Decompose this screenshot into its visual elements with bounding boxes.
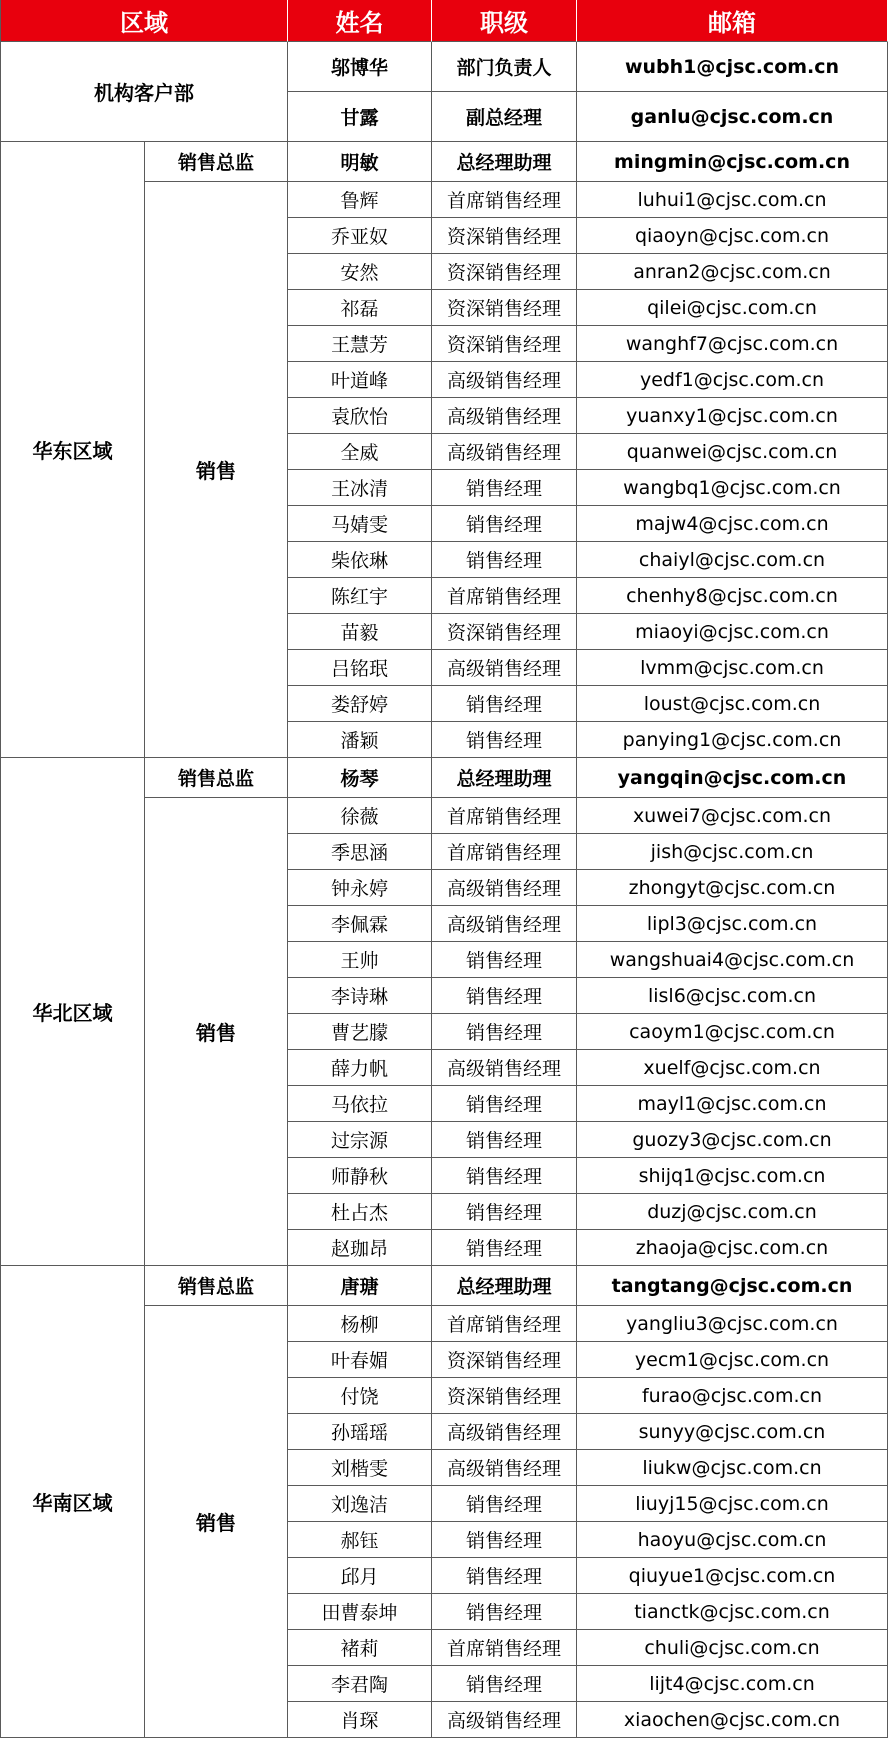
sales-name: 李佩霖 xyxy=(288,906,432,942)
sales-name: 师静秋 xyxy=(288,1158,432,1194)
sales-name: 过宗源 xyxy=(288,1122,432,1158)
sales-name: 刘逸洁 xyxy=(288,1486,432,1522)
sales-name: 孙瑶瑶 xyxy=(288,1414,432,1450)
sales-label: 销售 xyxy=(145,182,288,758)
sales-email[interactable]: shijq1@cjsc.com.cn xyxy=(577,1158,888,1194)
director-label: 销售总监 xyxy=(145,758,288,798)
sales-email[interactable]: tianctk@cjsc.com.cn xyxy=(577,1594,888,1630)
sales-email[interactable]: quanwei@cjsc.com.cn xyxy=(577,434,888,470)
sales-email[interactable]: lipl3@cjsc.com.cn xyxy=(577,906,888,942)
sales-name: 马依拉 xyxy=(288,1086,432,1122)
sales-email[interactable]: chenhy8@cjsc.com.cn xyxy=(577,578,888,614)
sales-name: 全威 xyxy=(288,434,432,470)
sales-title: 销售经理 xyxy=(432,942,577,978)
header-title: 职级 xyxy=(432,0,577,42)
sales-title: 销售经理 xyxy=(432,470,577,506)
sales-title: 销售经理 xyxy=(432,1122,577,1158)
sales-title: 高级销售经理 xyxy=(432,1450,577,1486)
sales-title: 首席销售经理 xyxy=(432,834,577,870)
sales-email[interactable]: qiaoyn@cjsc.com.cn xyxy=(577,218,888,254)
sales-email[interactable]: wanghf7@cjsc.com.cn xyxy=(577,326,888,362)
sales-title: 销售经理 xyxy=(432,1522,577,1558)
member-email[interactable]: ganlu@cjsc.com.cn xyxy=(577,92,888,142)
sales-name: 祁磊 xyxy=(288,290,432,326)
sales-name: 付饶 xyxy=(288,1378,432,1414)
sales-name: 王帅 xyxy=(288,942,432,978)
sales-title: 首席销售经理 xyxy=(432,1306,577,1342)
sales-title: 销售经理 xyxy=(432,1014,577,1050)
member-name: 甘露 xyxy=(288,92,432,142)
sales-title: 资深销售经理 xyxy=(432,614,577,650)
sales-name: 叶道峰 xyxy=(288,362,432,398)
sales-email[interactable]: xuwei7@cjsc.com.cn xyxy=(577,798,888,834)
sales-email[interactable]: haoyu@cjsc.com.cn xyxy=(577,1522,888,1558)
sales-name: 郝钰 xyxy=(288,1522,432,1558)
sales-title: 高级销售经理 xyxy=(432,1414,577,1450)
sales-name: 娄舒婷 xyxy=(288,686,432,722)
sales-email[interactable]: caoym1@cjsc.com.cn xyxy=(577,1014,888,1050)
region-name: 华东区域 xyxy=(0,142,145,758)
director-email[interactable]: mingmin@cjsc.com.cn xyxy=(577,142,888,182)
sales-email[interactable]: xiaochen@cjsc.com.cn xyxy=(577,1702,888,1738)
sales-title: 销售经理 xyxy=(432,1194,577,1230)
sales-email[interactable]: wangshuai4@cjsc.com.cn xyxy=(577,942,888,978)
sales-title: 首席销售经理 xyxy=(432,578,577,614)
sales-email[interactable]: duzj@cjsc.com.cn xyxy=(577,1194,888,1230)
sales-name: 曹艺朦 xyxy=(288,1014,432,1050)
sales-email[interactable]: yuanxy1@cjsc.com.cn xyxy=(577,398,888,434)
sales-title: 资深销售经理 xyxy=(432,1342,577,1378)
sales-title: 高级销售经理 xyxy=(432,434,577,470)
sales-email[interactable]: wangbq1@cjsc.com.cn xyxy=(577,470,888,506)
sales-name: 褚莉 xyxy=(288,1630,432,1666)
sales-title: 资深销售经理 xyxy=(432,290,577,326)
sales-title: 销售经理 xyxy=(432,1230,577,1266)
member-title: 部门负责人 xyxy=(432,42,577,92)
sales-name: 陈红宇 xyxy=(288,578,432,614)
institution-label: 机构客户部 xyxy=(0,42,288,142)
sales-name: 刘楷雯 xyxy=(288,1450,432,1486)
sales-title: 首席销售经理 xyxy=(432,1630,577,1666)
sales-name: 袁欣怡 xyxy=(288,398,432,434)
member-email[interactable]: wubh1@cjsc.com.cn xyxy=(577,42,888,92)
sales-title: 首席销售经理 xyxy=(432,798,577,834)
sales-email[interactable]: anran2@cjsc.com.cn xyxy=(577,254,888,290)
header-email: 邮箱 xyxy=(577,0,888,42)
sales-name: 肖琛 xyxy=(288,1702,432,1738)
sales-email[interactable]: liuyj15@cjsc.com.cn xyxy=(577,1486,888,1522)
sales-title: 销售经理 xyxy=(432,686,577,722)
sales-title: 销售经理 xyxy=(432,1558,577,1594)
sales-title: 资深销售经理 xyxy=(432,1378,577,1414)
sales-email[interactable]: yecm1@cjsc.com.cn xyxy=(577,1342,888,1378)
sales-email[interactable]: miaoyi@cjsc.com.cn xyxy=(577,614,888,650)
sales-title: 销售经理 xyxy=(432,722,577,758)
director-name: 明敏 xyxy=(288,142,432,182)
sales-email[interactable]: luhui1@cjsc.com.cn xyxy=(577,182,888,218)
member-name: 邬博华 xyxy=(288,42,432,92)
sales-email[interactable]: qiuyue1@cjsc.com.cn xyxy=(577,1558,888,1594)
sales-email[interactable]: liukw@cjsc.com.cn xyxy=(577,1450,888,1486)
sales-name: 乔亚奴 xyxy=(288,218,432,254)
director-name: 唐瑭 xyxy=(288,1266,432,1306)
sales-email[interactable]: zhaoja@cjsc.com.cn xyxy=(577,1230,888,1266)
sales-title: 高级销售经理 xyxy=(432,650,577,686)
sales-title: 销售经理 xyxy=(432,1594,577,1630)
sales-title: 首席销售经理 xyxy=(432,182,577,218)
sales-name: 杨柳 xyxy=(288,1306,432,1342)
sales-name: 季思涵 xyxy=(288,834,432,870)
sales-title: 资深销售经理 xyxy=(432,254,577,290)
sales-name: 徐薇 xyxy=(288,798,432,834)
director-label: 销售总监 xyxy=(145,1266,288,1306)
sales-title: 销售经理 xyxy=(432,1666,577,1702)
sales-name: 马婧雯 xyxy=(288,506,432,542)
sales-title: 高级销售经理 xyxy=(432,1702,577,1738)
sales-title: 销售经理 xyxy=(432,1086,577,1122)
sales-name: 钟永婷 xyxy=(288,870,432,906)
sales-email[interactable]: chuli@cjsc.com.cn xyxy=(577,1630,888,1666)
sales-email[interactable]: yangliu3@cjsc.com.cn xyxy=(577,1306,888,1342)
sales-name: 杜占杰 xyxy=(288,1194,432,1230)
sales-name: 王慧芳 xyxy=(288,326,432,362)
sales-title: 销售经理 xyxy=(432,978,577,1014)
sales-email[interactable]: mayl1@cjsc.com.cn xyxy=(577,1086,888,1122)
header-name: 姓名 xyxy=(288,0,432,42)
header-region: 区域 xyxy=(0,0,288,42)
sales-email[interactable]: yedf1@cjsc.com.cn xyxy=(577,362,888,398)
sales-name: 李君陶 xyxy=(288,1666,432,1702)
sales-email[interactable]: loust@cjsc.com.cn xyxy=(577,686,888,722)
sales-email[interactable]: panying1@cjsc.com.cn xyxy=(577,722,888,758)
sales-email[interactable]: lvmm@cjsc.com.cn xyxy=(577,650,888,686)
sales-name: 鲁辉 xyxy=(288,182,432,218)
director-title: 总经理助理 xyxy=(432,758,577,798)
sales-name: 邱月 xyxy=(288,1558,432,1594)
sales-title: 高级销售经理 xyxy=(432,870,577,906)
sales-email[interactable]: majw4@cjsc.com.cn xyxy=(577,506,888,542)
sales-email[interactable]: furao@cjsc.com.cn xyxy=(577,1378,888,1414)
region-name: 华北区域 xyxy=(0,758,145,1266)
sales-email[interactable]: jish@cjsc.com.cn xyxy=(577,834,888,870)
sales-email[interactable]: zhongyt@cjsc.com.cn xyxy=(577,870,888,906)
sales-name: 柴依琳 xyxy=(288,542,432,578)
sales-title: 资深销售经理 xyxy=(432,326,577,362)
sales-name: 安然 xyxy=(288,254,432,290)
sales-email[interactable]: lisl6@cjsc.com.cn xyxy=(577,978,888,1014)
director-title: 总经理助理 xyxy=(432,1266,577,1306)
sales-title: 高级销售经理 xyxy=(432,362,577,398)
director-email[interactable]: yangqin@cjsc.com.cn xyxy=(577,758,888,798)
sales-name: 田曹泰坤 xyxy=(288,1594,432,1630)
sales-title: 高级销售经理 xyxy=(432,398,577,434)
sales-email[interactable]: lijt4@cjsc.com.cn xyxy=(577,1666,888,1702)
sales-email[interactable]: qilei@cjsc.com.cn xyxy=(577,290,888,326)
sales-email[interactable]: sunyy@cjsc.com.cn xyxy=(577,1414,888,1450)
sales-email[interactable]: chaiyl@cjsc.com.cn xyxy=(577,542,888,578)
sales-title: 高级销售经理 xyxy=(432,1050,577,1086)
sales-name: 赵珈昂 xyxy=(288,1230,432,1266)
sales-title: 销售经理 xyxy=(432,1158,577,1194)
member-title: 副总经理 xyxy=(432,92,577,142)
sales-title: 销售经理 xyxy=(432,542,577,578)
sales-name: 王冰清 xyxy=(288,470,432,506)
director-label: 销售总监 xyxy=(145,142,288,182)
sales-label: 销售 xyxy=(145,798,288,1266)
director-name: 杨琴 xyxy=(288,758,432,798)
region-name: 华南区域 xyxy=(0,1266,145,1738)
sales-name: 薛力帆 xyxy=(288,1050,432,1086)
sales-title: 销售经理 xyxy=(432,1486,577,1522)
sales-name: 潘颖 xyxy=(288,722,432,758)
sales-name: 吕铭珉 xyxy=(288,650,432,686)
sales-title: 资深销售经理 xyxy=(432,218,577,254)
sales-name: 叶春媚 xyxy=(288,1342,432,1378)
sales-title: 销售经理 xyxy=(432,506,577,542)
sales-name: 李诗琳 xyxy=(288,978,432,1014)
director-title: 总经理助理 xyxy=(432,142,577,182)
sales-label: 销售 xyxy=(145,1306,288,1738)
sales-email[interactable]: guozy3@cjsc.com.cn xyxy=(577,1122,888,1158)
director-email[interactable]: tangtang@cjsc.com.cn xyxy=(577,1266,888,1306)
sales-title: 高级销售经理 xyxy=(432,906,577,942)
sales-name: 苗毅 xyxy=(288,614,432,650)
sales-email[interactable]: xuelf@cjsc.com.cn xyxy=(577,1050,888,1086)
